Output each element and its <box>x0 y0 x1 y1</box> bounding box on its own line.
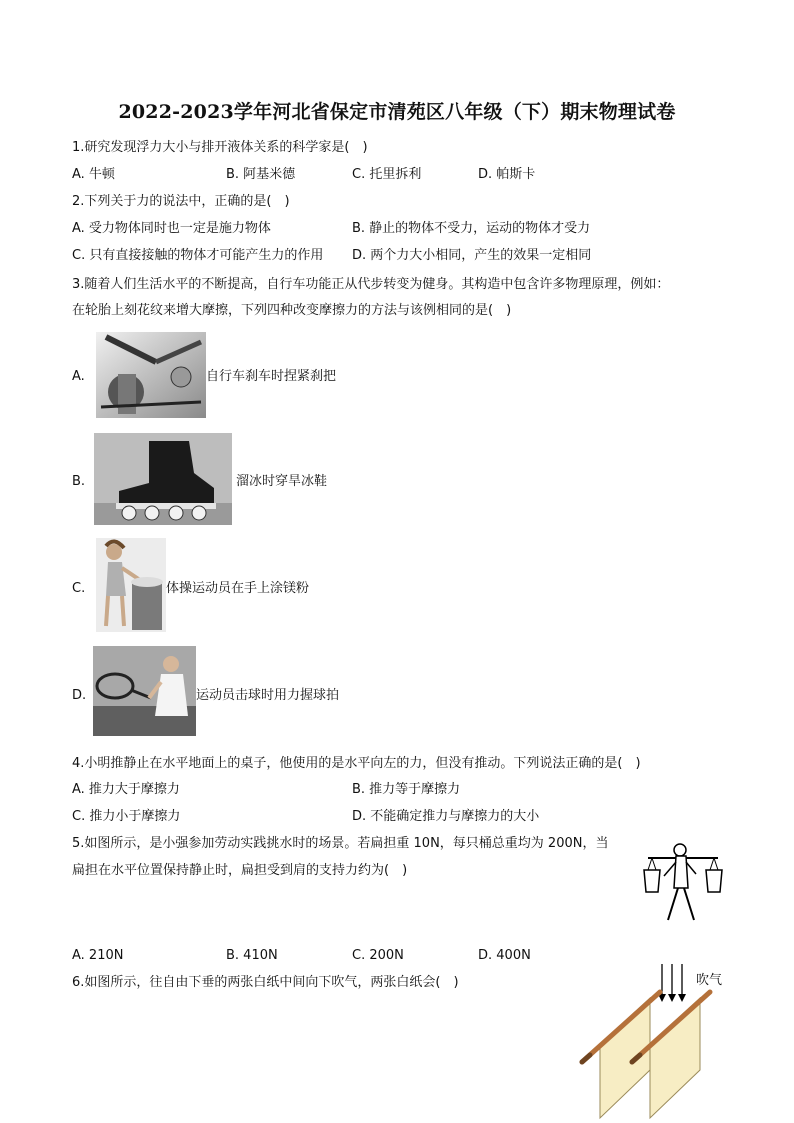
q3-option-a-letter: A. <box>72 369 85 384</box>
question-1-stem: 1.研究发现浮力大小与排开液体关系的科学家是( ) <box>72 140 368 155</box>
q4-option-a: A. 推力大于摩擦力 <box>72 782 180 797</box>
water-carrier-figure <box>640 840 726 926</box>
q3-option-d-letter: D. <box>72 688 87 703</box>
q3-option-d-text: 运动员击球时用力握球拍 <box>196 688 340 703</box>
q3-option-b-letter: B. <box>72 474 86 489</box>
question-3-stem-line-1: 3.随着人们生活水平的不断提高，自行车功能正从代步转变为健身。其构造中包含许多物理原理，例如： <box>72 277 670 292</box>
q2-option-c: C. 只有直接接触的物体才可能产生力的作用 <box>72 248 324 263</box>
q2-option-d: D. 两个力大小相同，产生的效果一定相同 <box>352 248 592 263</box>
page-title: 2022-2023学年河北省保定市清苑区八年级（下）期末物理试卷 <box>118 101 676 123</box>
question-6-stem: 6.如图所示，往自由下垂的两张白纸中间向下吹气，两张白纸会( ) <box>72 975 459 990</box>
q1-option-b: B. 阿基米德 <box>226 167 296 182</box>
tennis-player-photo <box>93 646 196 736</box>
q3-option-a-text: 自行车刹车时捏紧刹把 <box>206 369 337 384</box>
q2-option-b: B. 静止的物体不受力，运动的物体才受力 <box>352 221 591 236</box>
q4-option-b: B. 推力等于摩擦力 <box>352 782 461 797</box>
question-2-stem: 2.下列关于力的说法中，正确的是( ) <box>72 194 290 209</box>
q1-option-d: D. 帕斯卡 <box>478 167 536 182</box>
q2-option-a: A. 受力物体同时也一定是施力物体 <box>72 221 271 236</box>
q5-option-b: B. 410N <box>226 948 278 963</box>
question-4-stem: 4.小明推静止在水平地面上的桌子，他使用的是水平向左的力，但没有推动。下列说法正确的是( ) <box>72 756 641 771</box>
q5-option-a: A. 210N <box>72 948 124 963</box>
q3-option-c-letter: C. <box>72 581 86 596</box>
q4-option-d: D. 不能确定推力与摩擦力的大小 <box>352 809 540 824</box>
blow-air-label: 吹气 <box>696 973 723 988</box>
question-5-stem-line-1: 5.如图所示，是小强参加劳动实践挑水时的场景。若扁担重 10N，每只桶总重均为 200N，当 <box>72 836 609 851</box>
gymnast-chalk-photo <box>96 538 166 632</box>
q3-option-c-text: 体操运动员在手上涂镁粉 <box>166 581 310 596</box>
question-5-stem-line-2: 扁担在水平位置保持静止时，扁担受到肩的支持力约为( ) <box>72 863 408 878</box>
q1-option-a: A. 牛顿 <box>72 167 115 182</box>
question-3-stem-line-2: 在轮胎上刻花纹来增大摩擦，下列四种改变摩擦力的方法与该例相同的是( ) <box>72 303 512 318</box>
q4-option-c: C. 推力小于摩擦力 <box>72 809 181 824</box>
q5-option-d: D. 400N <box>478 948 531 963</box>
q5-option-c: C. 200N <box>352 948 404 963</box>
roller-skate-photo <box>94 433 232 525</box>
q1-option-c: C. 托里拆利 <box>352 167 422 182</box>
q3-option-b-text: 溜冰时穿旱冰鞋 <box>236 474 328 489</box>
bicycle-brake-photo <box>96 332 206 418</box>
